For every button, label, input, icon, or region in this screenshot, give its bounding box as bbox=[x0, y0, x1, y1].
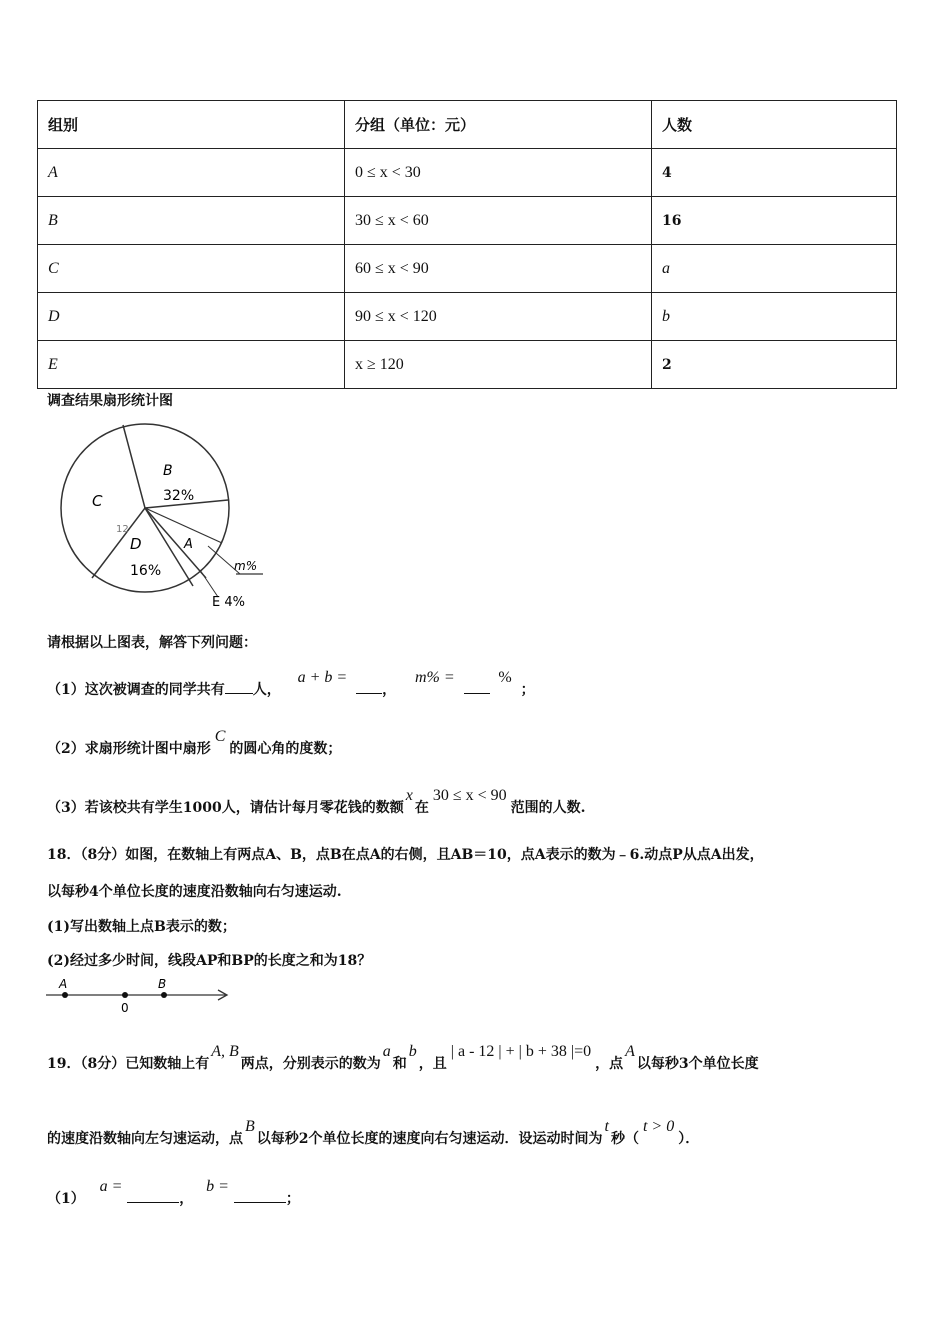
table-row bbox=[38, 149, 897, 197]
table-header-row bbox=[38, 101, 897, 149]
point-zero bbox=[122, 992, 128, 998]
q19-t-condition: t > 0 bbox=[642, 1118, 675, 1135]
cell-count: b bbox=[652, 293, 897, 341]
q19-dian: ，点 bbox=[595, 1056, 624, 1072]
q17-part2-var: C bbox=[214, 728, 226, 745]
q17-part2-tail: 的圆心角的度数； bbox=[229, 741, 342, 757]
pie-title: 调查结果扇形统计图 bbox=[47, 393, 173, 409]
header-group: 组别 bbox=[38, 101, 345, 149]
cell-range: 0 ≤ x < 30 bbox=[345, 149, 652, 197]
q17-intro: 请根据以上图表，解答下列问题： bbox=[47, 635, 257, 651]
pie-label-d-pct: 16% bbox=[130, 563, 162, 579]
pie-chart bbox=[50, 420, 275, 615]
pie-label-m: m% bbox=[234, 559, 258, 573]
q19-points: A, B bbox=[211, 1043, 239, 1060]
q17-m-expr: m% = bbox=[414, 669, 455, 686]
grouping-table bbox=[37, 100, 897, 389]
q17-ab-expr: a + b = bbox=[297, 669, 348, 686]
cell-group: A bbox=[38, 149, 345, 197]
q18-sub1: (1)写出数轴上点B表示的数； bbox=[47, 919, 236, 935]
point-zero-label: 0 bbox=[121, 1001, 129, 1015]
q19-condition: | a - 12 | + | b + 38 |=0 bbox=[450, 1043, 592, 1060]
q18-line1: 18．（8分）如图，在数轴上有两点A、B，点B在点A的右侧，且AB＝10，点A表示的数为﹣6.动点P从点A出发， bbox=[47, 847, 764, 863]
header-count: 人数 bbox=[652, 101, 897, 149]
pie-label-b-pct: 32% bbox=[163, 488, 195, 504]
q17-part3 bbox=[47, 787, 586, 817]
cell-range: 90 ≤ x < 120 bbox=[345, 293, 652, 341]
answer-blank[interactable] bbox=[464, 693, 490, 694]
point-a bbox=[62, 992, 68, 998]
table-row bbox=[38, 245, 897, 293]
pie-divider-b-c bbox=[123, 425, 145, 508]
q17-part3-in: 在 bbox=[414, 800, 429, 816]
q19-end: ； bbox=[285, 1191, 300, 1207]
q19-lead: 19．（8分）已知数轴上有 bbox=[47, 1056, 210, 1072]
pie-label-b: B bbox=[163, 463, 173, 479]
q19-point-b: B bbox=[245, 1118, 255, 1135]
q19-var-a: a bbox=[382, 1043, 391, 1060]
cell-group: C bbox=[38, 245, 345, 293]
cell-group: E bbox=[38, 341, 345, 389]
q17-part1-unit: 人， bbox=[252, 682, 281, 698]
answer-blank[interactable] bbox=[225, 693, 253, 694]
q19-line2-lead: 的速度沿数轴向左匀速运动，点 bbox=[47, 1131, 243, 1147]
table-row bbox=[38, 341, 897, 389]
q19-part1-label: （1） bbox=[47, 1191, 85, 1207]
q19-close: ）． bbox=[678, 1131, 700, 1147]
table-row bbox=[38, 197, 897, 245]
q17-part3-range: 30 ≤ x < 90 bbox=[432, 787, 507, 804]
q19-var-b: b bbox=[408, 1043, 417, 1060]
q19-part1 bbox=[47, 1178, 300, 1208]
cell-count: 2 bbox=[652, 341, 897, 389]
answer-blank[interactable] bbox=[356, 693, 382, 694]
answer-blank[interactable] bbox=[127, 1202, 179, 1203]
point-b bbox=[161, 992, 167, 998]
header-range: 分组（单位：元） bbox=[345, 101, 652, 149]
q17-part1: （1）这次被调查的同学共有 人， a + b = ， m% = % ； bbox=[47, 669, 535, 698]
q18-sub2: (2)经过多少时间，线段AP和BP的长度之和为18？ bbox=[47, 953, 372, 969]
q17-part3-label: （3）若该校共有学生1000人，请估计每月零花钱的数额 bbox=[47, 800, 404, 816]
q17-part1-label: （1）这次被调查的同学共有 bbox=[47, 682, 225, 698]
q17-part2 bbox=[47, 728, 342, 758]
q17-part3-tail: 范围的人数. bbox=[510, 800, 586, 816]
cell-range: 30 ≤ x < 60 bbox=[345, 197, 652, 245]
point-a-label: A bbox=[59, 977, 68, 991]
q19-line1 bbox=[47, 1043, 759, 1073]
q19-comma: ， bbox=[179, 1191, 194, 1207]
cell-range: x ≥ 120 bbox=[345, 341, 652, 389]
q19-and: 和 bbox=[392, 1056, 407, 1072]
pie-label-d: D bbox=[130, 535, 142, 553]
answer-blank[interactable] bbox=[234, 1202, 286, 1203]
q19-var-t: t bbox=[604, 1118, 609, 1135]
point-b-label: B bbox=[158, 977, 167, 991]
q19-b-expr: b = bbox=[206, 1178, 229, 1195]
cell-count: a bbox=[652, 245, 897, 293]
q19-line2 bbox=[47, 1118, 700, 1148]
number-line bbox=[40, 975, 240, 1017]
q17-percent: % bbox=[498, 669, 512, 686]
q17-part2-label: （2）求扇形统计图中扇形 bbox=[47, 741, 211, 757]
q19-qie: ，且 bbox=[418, 1056, 447, 1072]
q19-sec: 秒（ bbox=[610, 1131, 639, 1147]
q19-point-a: A bbox=[625, 1043, 635, 1060]
pie-stray-mark: 12 bbox=[116, 524, 129, 535]
cell-count: 16 bbox=[652, 197, 897, 245]
pie-label-a: A bbox=[184, 537, 193, 552]
cell-range: 60 ≤ x < 90 bbox=[345, 245, 652, 293]
q18-line2: 以每秒4个单位长度的速度沿数轴向右匀速运动. bbox=[47, 884, 342, 900]
q19-a-expr: a = bbox=[99, 1178, 123, 1195]
cell-group: B bbox=[38, 197, 345, 245]
q19-two-points: 两点，分别表示的数为 bbox=[240, 1056, 381, 1072]
cell-count: 4 bbox=[652, 149, 897, 197]
table-row bbox=[38, 293, 897, 341]
e-leader-line bbox=[200, 570, 218, 597]
cell-group: D bbox=[38, 293, 345, 341]
pie-label-e: E 4% bbox=[212, 595, 245, 610]
q17-part3-var: x bbox=[405, 787, 413, 804]
q19-line1-tail: 以每秒3个单位长度 bbox=[636, 1056, 759, 1072]
pie-label-c: C bbox=[92, 492, 103, 510]
q19-line2-mid: 以每秒2个单位长度的速度向右匀速运动．设运动时间为 bbox=[256, 1131, 603, 1147]
